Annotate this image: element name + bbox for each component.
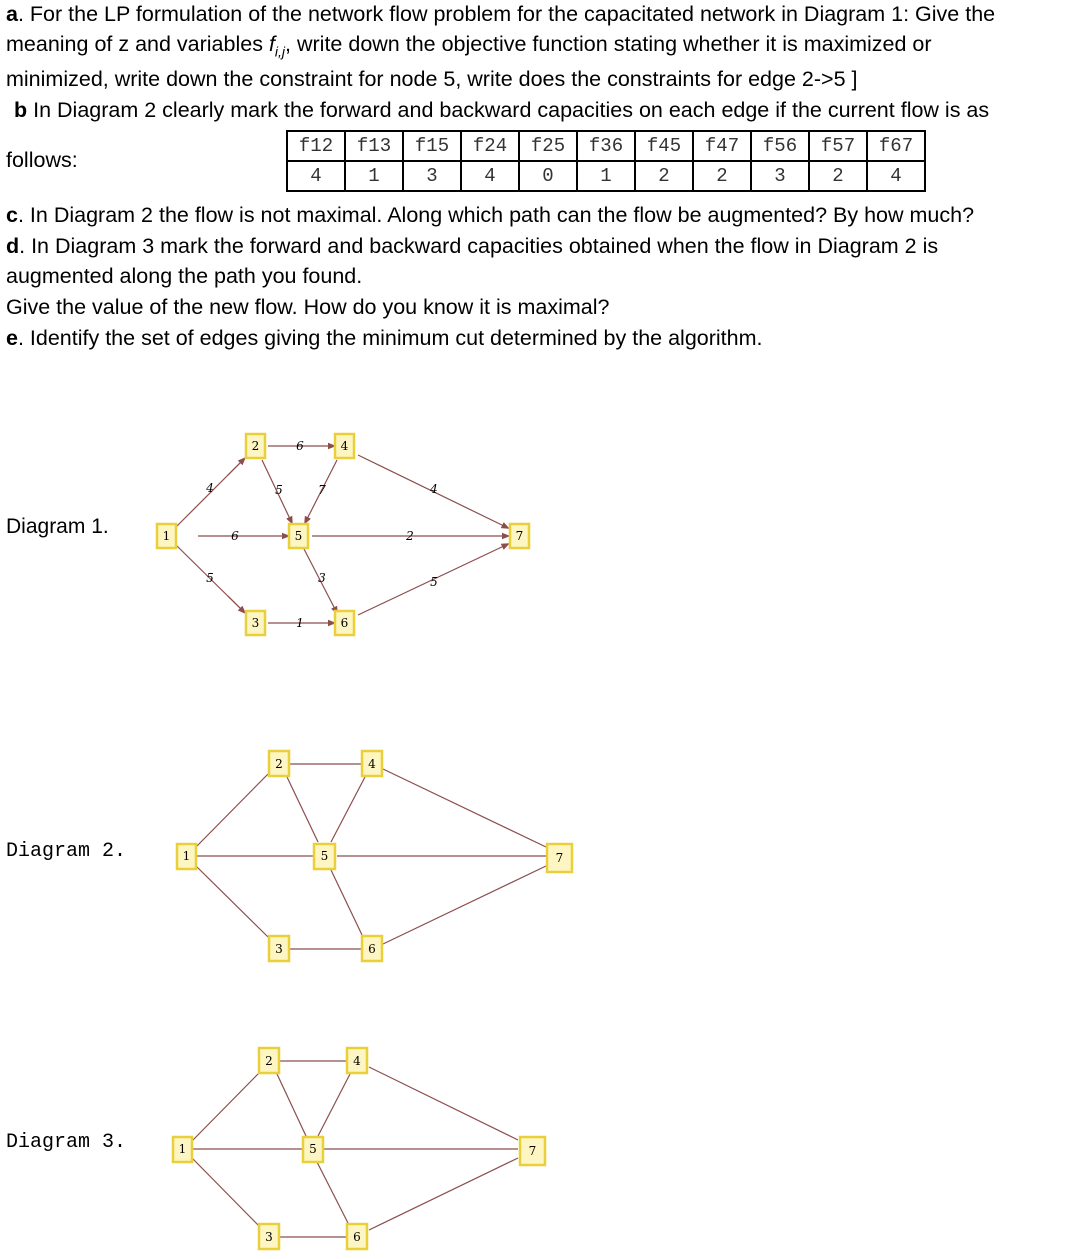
node-3 (246, 611, 265, 635)
node-7 (520, 1137, 545, 1165)
node-6 (362, 936, 382, 961)
question-a-line3: minimized, write down the constraint for node 5, write does the constraints for edge 2->5 ] (6, 67, 858, 91)
edge (317, 1162, 349, 1225)
diagram1-graph (157, 434, 529, 635)
node-7 (547, 844, 572, 872)
question-d-line3: Give the value of the new flow. How do you know it is maximal? (6, 295, 610, 319)
node-label: 7 (515, 529, 524, 543)
node-1 (157, 524, 176, 548)
cap-1-3: 5 (206, 571, 214, 585)
node-3 (269, 936, 289, 961)
edge (331, 870, 363, 937)
node-5 (314, 844, 335, 869)
node-label: 1 (178, 1142, 187, 1156)
cap-2-4: 6 (296, 439, 304, 453)
node-label: 5 (309, 1142, 317, 1156)
flow-value: 2 (635, 161, 693, 191)
node-label: 1 (182, 849, 191, 863)
cap-4-5: 7 (318, 483, 326, 497)
node-label: 2 (265, 1054, 273, 1068)
node-label: 3 (251, 616, 260, 630)
cap-5-7: 2 (406, 529, 414, 543)
edge (196, 774, 268, 847)
flow-value: 1 (577, 161, 635, 191)
edge (383, 769, 546, 847)
node-label: 4 (368, 757, 376, 771)
cap-5-6: 3 (318, 571, 326, 585)
cap-4-7: 4 (430, 482, 438, 496)
flow-value: 1 (345, 161, 403, 191)
diagram2-label: Diagram 2. (6, 840, 127, 863)
node-1 (177, 844, 196, 869)
edge-1-3-arrow (228, 596, 243, 611)
question-e-line: e. Identify the set of edges giving the minimum cut determined by the algorithm. (6, 326, 763, 350)
question-b-line1: b In Diagram 2 clearly mark the forward and backward capacities on each edge if the current flow is as (14, 98, 990, 122)
flow-value: 2 (809, 161, 867, 191)
question-a-line2: meaning of z and variables $f_{i,j}$, write down the objective function stating whether it is maximized or (6, 32, 932, 60)
node-label: 2 (251, 439, 260, 453)
flow-header: f13 (345, 131, 403, 161)
edge (369, 1067, 518, 1140)
edge (196, 866, 268, 937)
node-7 (510, 524, 529, 548)
node-6 (347, 1224, 367, 1249)
question-c-line: c. In Diagram 2 the flow is not maximal. Along which path can the flow be augmented? By how much? (6, 203, 975, 227)
node-4 (335, 434, 354, 458)
question-d-line1: d. In Diagram 3 mark the forward and backward capacities obtained when the flow in Diagram 2 is (6, 234, 939, 258)
edge (331, 777, 365, 842)
edge (318, 1074, 350, 1136)
node-label: 3 (265, 1230, 273, 1244)
diagram1-label: Diagram 1. (6, 515, 109, 538)
flow-value: 3 (751, 161, 809, 191)
edge (192, 1073, 259, 1141)
flow-header: f15 (403, 131, 461, 161)
flow-header: f25 (519, 131, 577, 161)
node-6 (335, 611, 354, 635)
flow-value: 0 (519, 161, 577, 191)
node-label: 3 (275, 942, 283, 956)
node-4 (362, 751, 382, 776)
node-1 (173, 1137, 192, 1162)
flow-value: 4 (461, 161, 519, 191)
node-label: 4 (353, 1054, 361, 1068)
cap-1-5: 6 (231, 529, 239, 543)
diagram3-label: Diagram 3. (6, 1131, 127, 1154)
node-label: 7 (555, 851, 564, 865)
node-3 (259, 1224, 279, 1249)
node-label: 7 (528, 1144, 537, 1158)
cap-1-2: 4 (206, 481, 214, 495)
node-label: 2 (275, 757, 283, 771)
edge-1-2-arrow (228, 460, 243, 475)
node-label: 6 (353, 1230, 361, 1244)
node-2 (246, 434, 265, 458)
node-4 (347, 1048, 367, 1073)
flow-header: f47 (693, 131, 751, 161)
question-a-line1: a. For the LP formulation of the network flow problem for the capacitated network in Diagram 1: Give the (6, 2, 996, 26)
node-2 (269, 751, 289, 776)
node-label: 5 (294, 529, 303, 543)
node-label: 6 (368, 942, 376, 956)
cap-2-5: 5 (275, 483, 283, 497)
edge (369, 1158, 518, 1230)
cap-3-6: 1 (296, 616, 304, 630)
diagram3-graph (173, 1048, 545, 1249)
edge (192, 1158, 259, 1226)
flow-header: f57 (809, 131, 867, 161)
node-label: 4 (340, 439, 349, 453)
flow-value: 4 (867, 161, 925, 191)
diagram2-graph (177, 751, 572, 961)
question-d-line2: augmented along the path you found. (6, 264, 363, 288)
flow-value: 3 (403, 161, 461, 191)
edge (277, 1074, 306, 1136)
flow-value: 2 (693, 161, 751, 191)
edge (383, 866, 546, 944)
flow-header: f56 (751, 131, 809, 161)
flow-header: f24 (461, 131, 519, 161)
flow-header: f67 (867, 131, 925, 161)
flow-header: f45 (635, 131, 693, 161)
node-5 (303, 1137, 323, 1162)
node-label: 5 (320, 849, 329, 863)
flow-header: f12 (287, 131, 345, 161)
flow-header: f36 (577, 131, 635, 161)
node-label: 1 (162, 529, 171, 543)
flow-value: 4 (287, 161, 345, 191)
cap-6-7: 5 (430, 575, 438, 589)
node-label: 6 (340, 616, 349, 630)
question-b-line2: follows: (6, 148, 78, 172)
node-5 (289, 524, 308, 548)
edge (287, 777, 318, 842)
node-2 (259, 1048, 279, 1073)
